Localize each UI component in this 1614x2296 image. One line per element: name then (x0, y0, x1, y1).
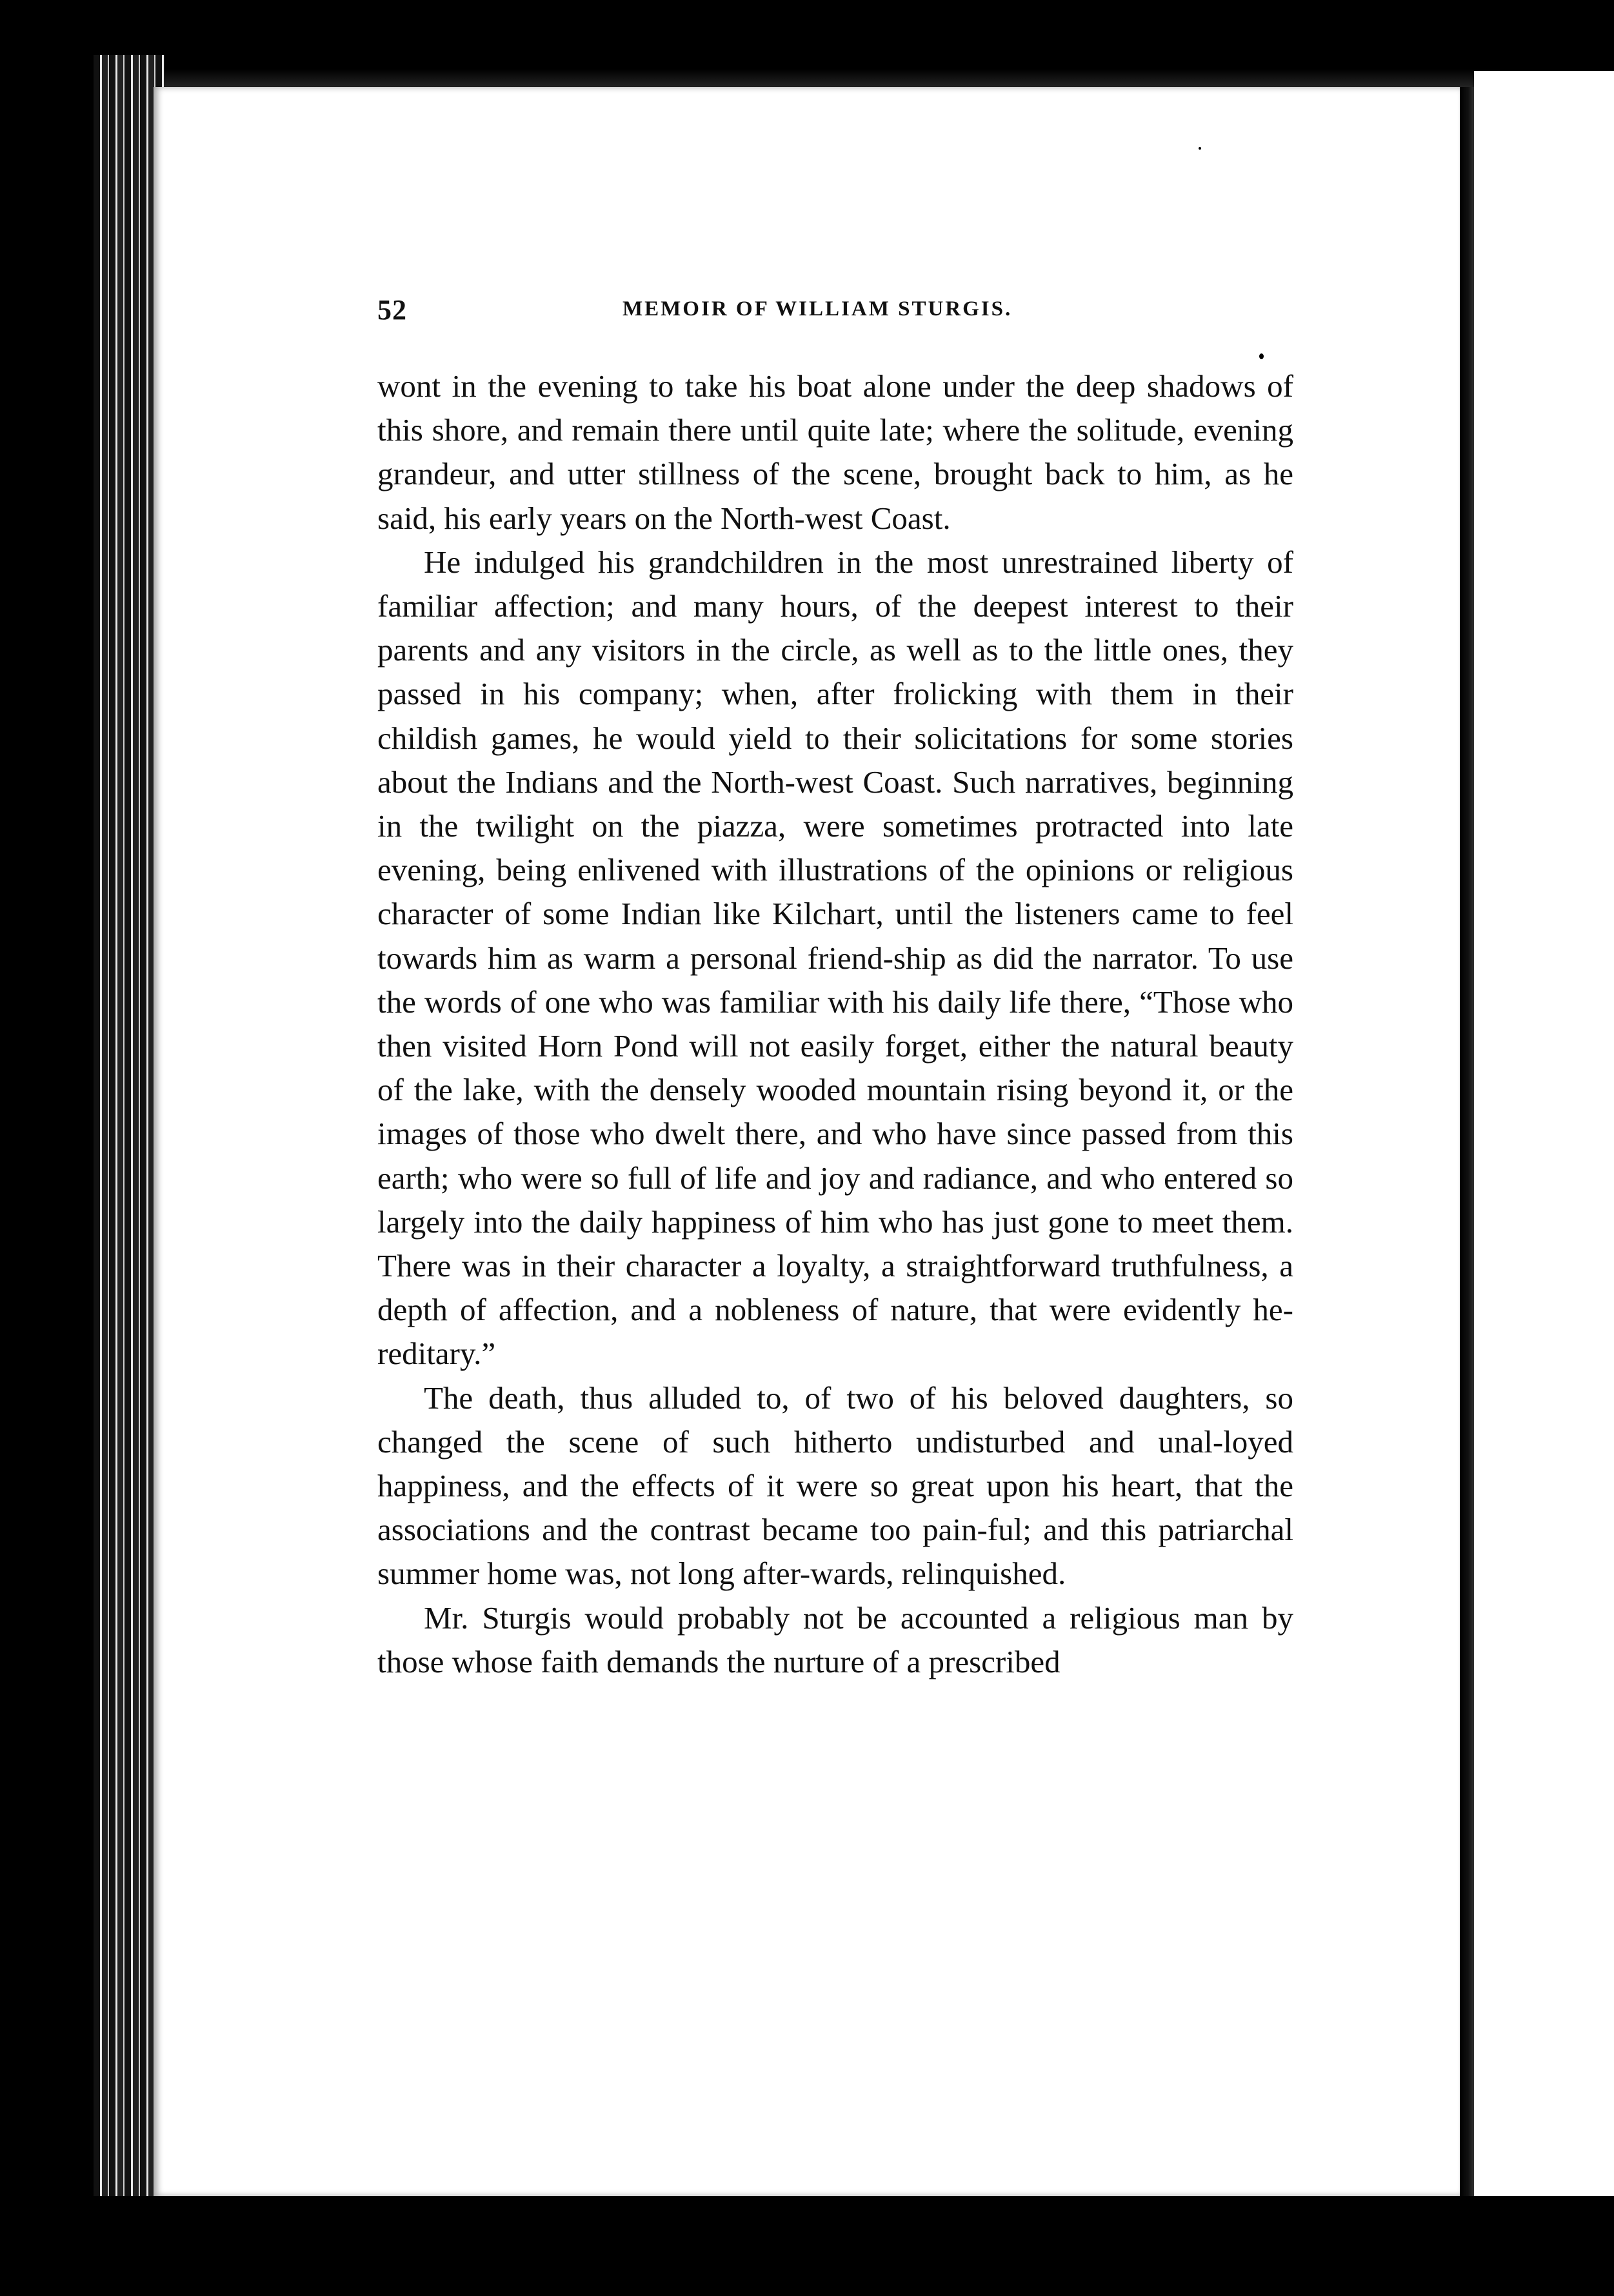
body-text (377, 364, 1293, 1684)
ink-speck (1259, 353, 1264, 359)
running-head-title: MEMOIR OF WILLIAM STURGIS. (623, 297, 1013, 321)
paragraph-religion: Mr. Sturgis would probably not be accounted a religious man by those whose faith demands the nurture of a prescribed (377, 1599, 1293, 1679)
ink-speck (1199, 147, 1201, 150)
paragraph-death-of-daughters: The death, thus alluded to, of two of his beloved daughters, so changed the scene of such hitherto undisturbed and unal-loyed happiness, and the effects of it were so great upon his heart, that the associations and the contrast became too pain-ful; and this patriarchal summer home was, not long after-wards, relinquished. (377, 1380, 1293, 1592)
gutter-shadow (1460, 87, 1474, 2196)
page-number: 52 (377, 294, 407, 326)
binding-top-shadow (94, 55, 1500, 90)
paragraph-continuation: wont in the evening to take his boat alone under the deep shadows of this shore, and remain there until quite late; where the solitude, evening grandeur, and utter stillness of the scene, brought back to him, as he said, his early years on the North-west Coast. (377, 368, 1293, 536)
ink-speck (1208, 2262, 1214, 2266)
running-head (377, 293, 1306, 332)
facing-page-edge (1474, 71, 1614, 2212)
ink-speck (0, 2080, 8, 2115)
bottom-border (94, 2196, 1614, 2296)
paragraph-grandchildren: He indulged his grandchildren in the most unrestrained liberty of familiar affection; and many hours, of the deepest interest to their parents and any visitors in the circle, as well as to the little ones, they passed in his company; when, after frolicking with them in their childish games, he would yield to their solicitations for some stories about the Indians and the North-west Coast. Such narratives, beginning in the twilight on the piazza, were sometimes protracted into late evening, being enlivened with illustrations of the opinions or religious character of some Indian like Kilchart, until the listeners came to feel towards him as warm a personal friend-ship as did the narrator. To use the words of one who was familiar with his daily life there, “Those who then visited Horn Pond will not easily forget, either the natural beauty of the lake, with the densely wooded mountain rising beyond it, or the images of those who dwelt there, and who have since passed from this earth; who were so full of life and joy and radiance, and who entered so largely into the daily happiness of him who has just gone to meet them. There was in their character a loyalty, a straightforward truthfulness, a depth of affection, and a nobleness of nature, that were evidently he-reditary.” (377, 544, 1293, 1372)
